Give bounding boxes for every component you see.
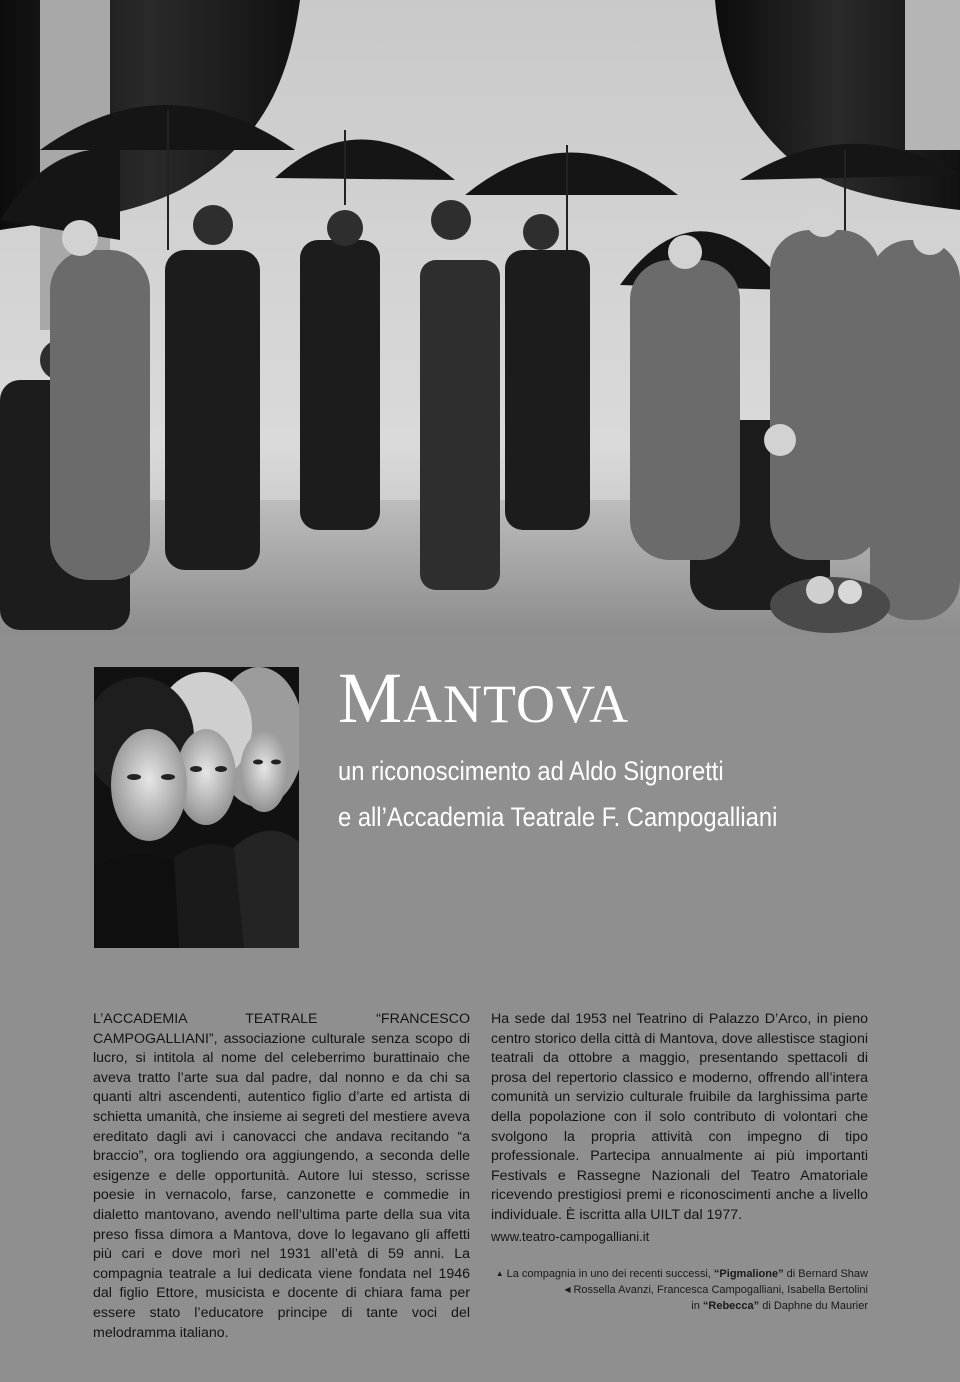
- caption-hero: [491, 1266, 868, 1282]
- left-column-text: L’ACCADEMIA TEATRALE “FRANCESCO CAMPOGALLIANI”, associazione culturale senza scopo di lucro, si intitola al nome del celeberrimo burattinaio che aveva tratto l’arte sua dal padre, dal nonno e da chi sa quanti altri ascendenti, autentico figlio d’arte ed artista di schietta umanità, che insieme ai segreti del mestiere aveva ereditato dagli avi i canovacci che andava recitando “a braccio”, ora togliendo ora aggiungendo, a seconda delle esigenze e delle opportunità. Autore lui stesso, scrisse poesie in vernacolo, farse, canzonette e commedie in dialetto mantovano, avendo nell’ultima parte della sua vita preso fissa dimora a Mantova, dove lo legavano gli affetti più cari e dove morì nel 1931 all’età di 59 anni. La compagnia teatrale a lui dedicata viene fondata nel 1946 dal figlio Ettore, musicista e docente di chiara fama per essere stato l’educatore principe di tante voci del melodramma italiano.: [93, 1011, 470, 1341]
- website-link[interactable]: www.teatro-campogalliani.it: [491, 1228, 650, 1244]
- photo-captions: [491, 1266, 868, 1314]
- stage-scene-illustration: [0, 0, 960, 634]
- subtitle: [338, 748, 777, 840]
- right-column-text: Ha sede dal 1953 nel Teatrino di Palazzo D’Arco, in pieno centro storico della città di Mantova, dove allestisce stagioni teatrali da ottobre a maggio, presentando spettacoli di prosa del repertorio classico e moderno, offrendo all’intera comunità un servizio culturale fruibile da larghissima parte della popolazione con il solo contributo di volontari che svolgono la propria attività con impegno di tipo professionale. Partecipa annualmente ai più importanti Festivals e Rassegne Nazionali del Teatro Amatoriale ricevendo prestigiosi premi e riconoscimenti anche a livello individuale. È iscritta alla UILT dal 1977.: [491, 1011, 868, 1223]
- arrow-left-icon: ◀: [564, 1285, 571, 1294]
- subtitle-line-2: e all’Accademia Teatrale F. Campogalliani: [338, 802, 778, 832]
- title-rest: ANTOVA: [403, 674, 630, 734]
- arrow-up-icon: ▲: [495, 1269, 504, 1278]
- caption-play-pre: in: [691, 1300, 703, 1312]
- page-title: [338, 658, 630, 738]
- caption-portrait-names: Rossella Avanzi, Francesca Campogalliani, Isabella Bertolini: [573, 1284, 868, 1296]
- body-column-left: [93, 1010, 470, 1343]
- caption-portrait: [491, 1282, 868, 1298]
- caption-play-post: di Daphne du Maurier: [759, 1300, 868, 1312]
- caption-hero-pre: La compagnia in uno dei recenti successi,: [506, 1268, 714, 1280]
- portrait-photo: [94, 667, 299, 948]
- hero-stage-photo: [0, 0, 960, 634]
- caption-hero-post: di Bernard Shaw: [783, 1268, 868, 1280]
- body-column-right: [491, 1010, 868, 1246]
- caption-hero-title: “Pigmalione”: [713, 1268, 784, 1280]
- portrait-illustration: [94, 667, 299, 948]
- caption-play-title: “Rebecca”: [702, 1300, 760, 1312]
- subtitle-line-1: un riconoscimento ad Aldo Signoretti: [338, 756, 724, 786]
- title-initial: M: [338, 658, 404, 738]
- caption-portrait-play: [491, 1298, 868, 1314]
